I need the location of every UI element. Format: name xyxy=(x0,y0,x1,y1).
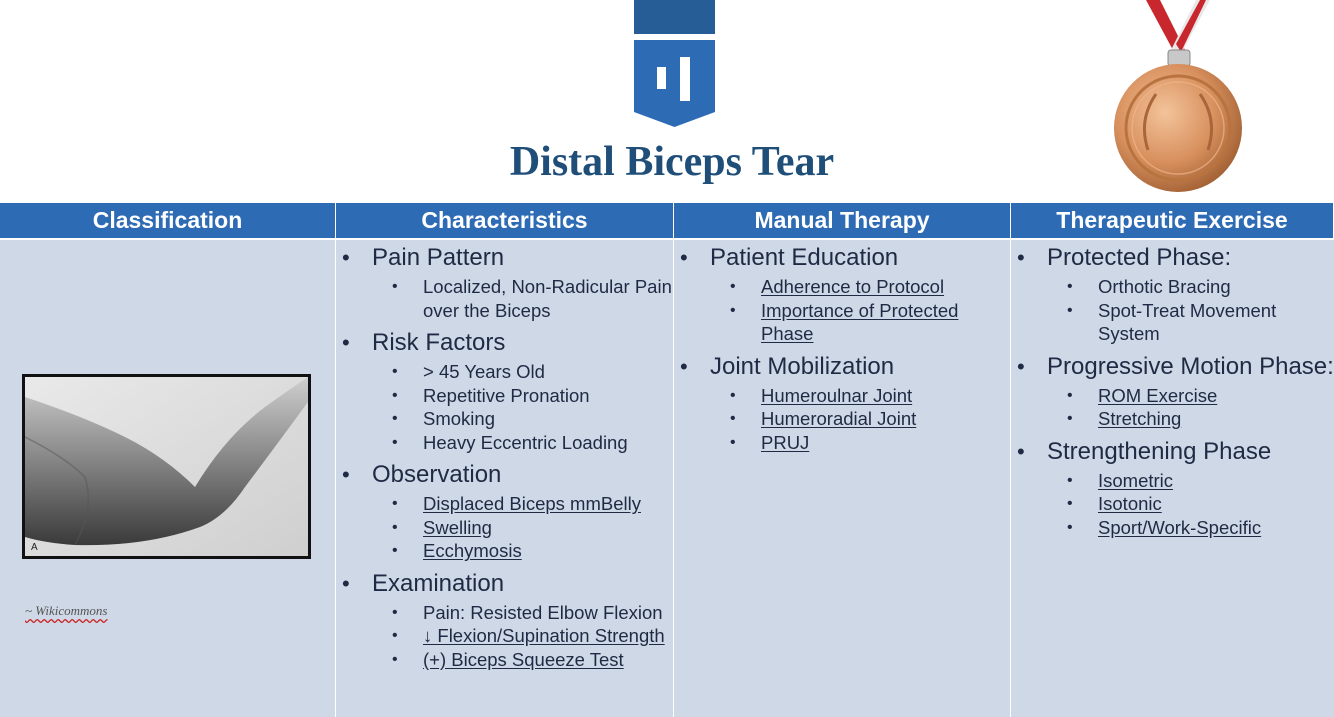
linked-text[interactable]: Swelling xyxy=(423,516,492,538)
section-heading: • Joint Mobilization xyxy=(710,352,895,380)
image-credit: ~ Wikicommons xyxy=(25,603,108,618)
sub-list xyxy=(1047,384,1334,431)
bullet-list xyxy=(674,243,1010,454)
sub-list xyxy=(372,492,673,563)
header-classification: Classification xyxy=(0,203,336,240)
list-item xyxy=(1011,352,1334,431)
sub-list xyxy=(1047,275,1334,346)
sub-list-item xyxy=(1047,407,1334,431)
header-characteristics: Characteristics xyxy=(336,203,674,240)
list-item xyxy=(674,352,1010,455)
list-item xyxy=(336,460,673,563)
bullet-list xyxy=(336,243,673,671)
linked-text[interactable]: Sport/Work-Specific xyxy=(1098,516,1262,538)
sub-list-item xyxy=(372,384,673,408)
sub-list-item xyxy=(372,407,673,431)
section-heading: • Protected Phase: xyxy=(1047,244,1232,271)
sub-list-item xyxy=(372,431,673,455)
sub-list-item xyxy=(710,299,1010,346)
linked-text[interactable]: Adherence to Protocol xyxy=(761,276,945,297)
item-text: Spot-Treat Movement System xyxy=(1098,299,1277,344)
list-item xyxy=(1011,437,1334,540)
linked-text[interactable]: ROM Exercise xyxy=(1098,384,1218,406)
list-item xyxy=(336,243,673,322)
sub-list xyxy=(710,275,1010,346)
sub-list-item xyxy=(372,516,673,540)
list-item xyxy=(1011,243,1334,346)
sub-list-item xyxy=(1047,299,1334,346)
bullet-list xyxy=(1011,243,1334,539)
bronze-medal-icon xyxy=(1108,0,1248,196)
classification-cell xyxy=(0,240,336,717)
section-heading: • Patient Education xyxy=(710,244,899,271)
item-text: Pain: Resisted Elbow Flexion xyxy=(423,601,663,623)
sub-list-item xyxy=(372,624,673,648)
item-text: > 45 Years Old xyxy=(423,361,545,382)
linked-text[interactable]: (+) Biceps Squeeze Test xyxy=(423,648,624,670)
linked-text[interactable]: Humeroradial Joint xyxy=(761,408,917,429)
therapeutic-exercise-cell xyxy=(1011,240,1334,717)
list-item xyxy=(674,243,1010,346)
arm-photo xyxy=(22,374,311,559)
sub-list-item xyxy=(710,407,1010,431)
sub-list-item xyxy=(372,648,673,672)
sub-list-item xyxy=(1047,516,1334,540)
sub-list xyxy=(372,360,673,454)
sub-list-item xyxy=(372,601,673,625)
section-heading: • Observation xyxy=(372,461,502,488)
section-heading: • Pain Pattern xyxy=(372,244,505,271)
page-title: Distal Biceps Tear xyxy=(509,139,835,185)
header-manual-therapy: Manual Therapy xyxy=(674,203,1011,240)
section-heading: • Examination xyxy=(372,569,505,597)
header-therapeutic-exercise: Therapeutic Exercise xyxy=(1011,203,1334,240)
item-text: Repetitive Pronation xyxy=(423,384,590,406)
sub-list xyxy=(710,384,1010,455)
photo-label: A xyxy=(31,542,38,553)
list-item xyxy=(336,328,673,454)
section-heading: • Strengthening Phase xyxy=(1047,437,1272,465)
characteristics-cell xyxy=(336,240,674,717)
sub-list-item xyxy=(1047,492,1334,516)
sub-list-item xyxy=(372,360,673,384)
sub-list xyxy=(372,601,673,672)
linked-text[interactable]: ↓ Flexion/Supination Strength xyxy=(423,625,665,646)
sub-list-item xyxy=(372,539,673,563)
item-text: Localized, Non-Radicular Pain over the Biceps xyxy=(423,276,672,321)
sub-list-item xyxy=(372,275,673,322)
linked-text[interactable]: Ecchymosis xyxy=(423,540,522,561)
linked-text[interactable]: Importance of Protected Phase xyxy=(761,299,959,344)
linked-text[interactable]: Humeroulnar Joint xyxy=(761,384,913,406)
item-text: Smoking xyxy=(423,408,495,429)
treatment-table xyxy=(0,203,1334,717)
linked-text[interactable]: Isotonic xyxy=(1098,493,1162,514)
sub-list-item xyxy=(1047,384,1334,408)
sub-list xyxy=(372,275,673,322)
sub-list-item xyxy=(1047,275,1334,299)
sub-list xyxy=(1047,469,1334,540)
linked-text[interactable]: Displaced Biceps mmBelly xyxy=(423,493,641,514)
sub-list-item xyxy=(372,492,673,516)
item-text: Orthotic Bracing xyxy=(1098,276,1231,297)
section-heading: • Risk Factors xyxy=(372,329,506,356)
sub-list-item xyxy=(1047,469,1334,493)
manual-therapy-cell xyxy=(674,240,1011,717)
sub-list-item xyxy=(710,431,1010,455)
item-text: Heavy Eccentric Loading xyxy=(423,431,628,453)
linked-text[interactable]: Isometric xyxy=(1098,469,1174,491)
linked-text[interactable]: PRUJ xyxy=(761,431,810,453)
bookmark-bars-logo xyxy=(634,0,715,127)
linked-text[interactable]: Stretching xyxy=(1098,408,1182,429)
section-heading: • Progressive Motion Phase: xyxy=(1047,352,1334,380)
sub-list-item xyxy=(710,275,1010,299)
sub-list-item xyxy=(710,384,1010,408)
list-item xyxy=(336,569,673,672)
